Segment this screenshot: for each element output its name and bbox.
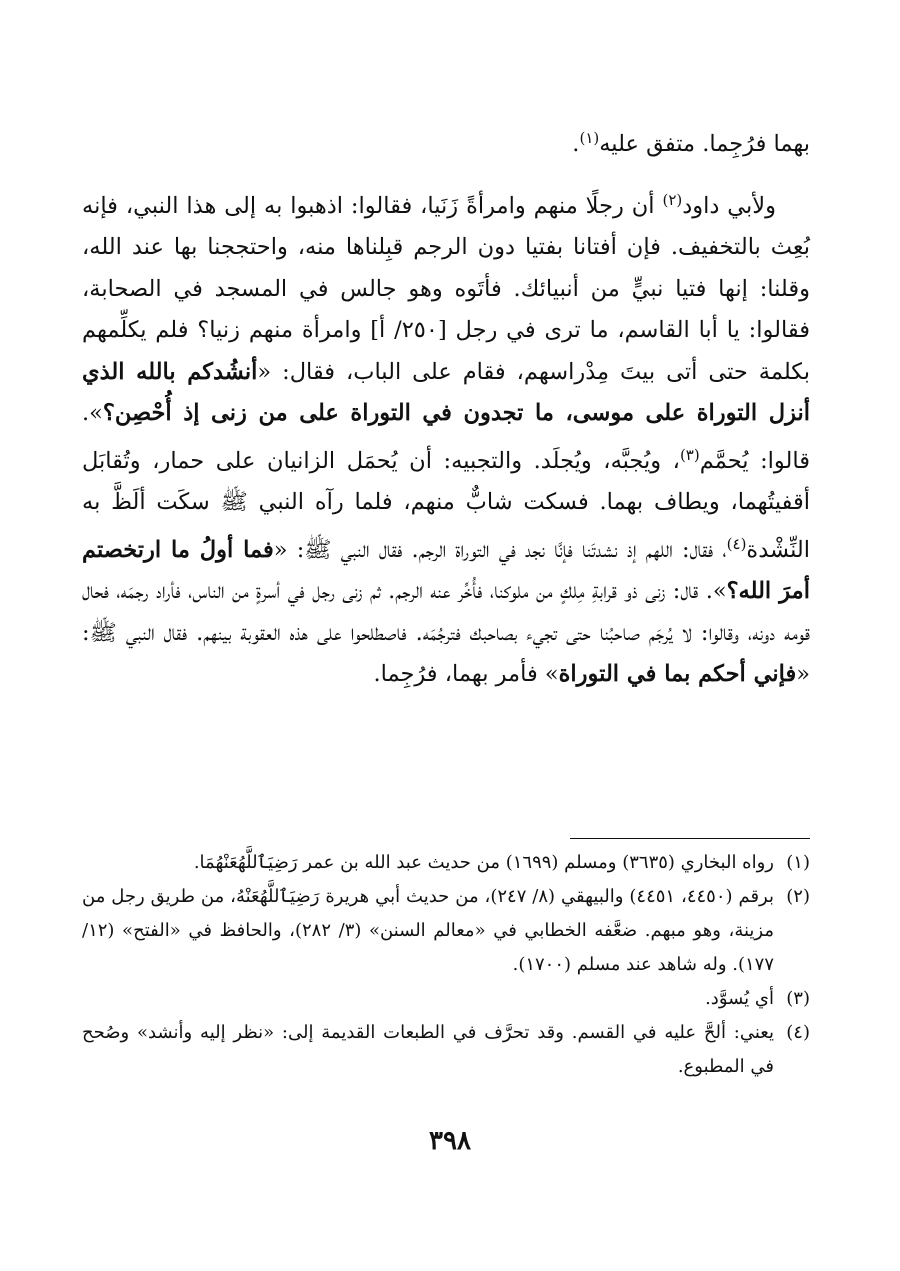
- footnote-number: (٣): [786, 988, 810, 1009]
- footnote-text: أي يُسوَّد.: [705, 988, 774, 1009]
- paragraph-2-part-b: أن رجلًا منهم وامرأةً زَنَيا، فقالوا: اذهبوا به إلى هذا النبي، فإنه بُعِث بالتخفيف. فإن أفتانا بفتيا دون الرجم قبِلناها منه، واحتججنا بها عند الله، وقلنا: إنها فتيا نبيٍّ من أنبيائك. فأتَوه وهو جالس في المسجد في الصحابة، فقالوا: يا أبا القاسم، ما ترى في رجل [٢٥٠/ أ] وامرأة منهم زنيا؟ فلم يكلِّمهم بكلمة حتى أتى بيتَ مِدْراسهم، فقام على الباب، فقال: «: [82, 192, 810, 385]
- paragraph-2-part-d: ، ويُجبَّه، ويُجلَد. والتجبيه: أن يُحمَل الزانيان على حمار، وتُقابَل أقفيتُهما، ويطاف بهما. فسكت شابٌّ منهم، فلما رآه النبي ﷺ سكَت ألَظَّ به النِّشْدة: [82, 447, 810, 563]
- paragraph-2-part-g: » فأمر بهما، فرُجِما.: [373, 661, 559, 687]
- footnote-number: (٤): [786, 1022, 810, 1043]
- footnote-text: برقم (٤٤٥٠، ٤٤٥١) والبيهقي (٨/ ٢٤٧)، من حديث أبي هريرة رَضِيَٱللَّهُعَنْهُ، من طريق رجل من مزينة، وهو مبهم. ضعَّفه الخطابي في «معالم السنن» (٣/ ٢٨٢)، والحافظ في «الفتح» (١٢/ ١٧٧). وله شاهد عند مسلم (١٧٠٠).: [82, 886, 774, 975]
- paragraph-2-part-c: ». قالوا: يُحمَّم: [82, 400, 811, 474]
- paragraph-2-part-f: ». قال: زنى ذو قرابةِ مِلكٍ من ملوكنا، فأُخِّر عنه الرجم. ثم زنى رجل في أسرةٍ من الناس، فأراد رجمَه، فحال قومه دونه، وقالوا: لا يُرجَم صاحبُنا حتى تجيء بصاحبك فترجُمَه. فاصطلحوا على هذه العقوبة بينهم. فقال النبي ﷺ: «: [82, 578, 810, 687]
- footnote-text: رواه البخاري (٣٦٣٥) ومسلم (١٦٩٩) من حديث عبد الله بن عمر رَضِيَٱللَّهُعَنْهُمَا.: [193, 852, 774, 873]
- paragraph-2-part-a: ولأبي داود: [682, 192, 777, 219]
- footnote-4: [82, 1016, 810, 1084]
- footnote-divider: [570, 838, 810, 839]
- paragraph-2: [82, 180, 810, 696]
- footnote-number: (٢): [786, 886, 810, 907]
- hadith-quote-2: فما أولُ ما ارتخصتم أمرَ الله؟: [82, 536, 810, 604]
- footnote-ref-4: (٤): [726, 534, 747, 553]
- main-text: [82, 118, 810, 696]
- footnote-ref-1: (١): [579, 129, 600, 147]
- paragraph-2-part-e: ، فقال: اللهم إذ نشدتَنا فإنَّا نجد في التوراة الرجم. فقال النبي ﷺ: «: [273, 536, 727, 563]
- footnote-ref-3: (٣): [679, 445, 700, 464]
- footnote-1: [82, 846, 810, 880]
- hadith-quote-1: أنشُدكم بالله الذي أنزل التوراة على موسى، ما تجدون في التوراة على من زنى إذ أُحْصِن؟: [82, 358, 810, 426]
- hadith-quote-3: فإني أحكم بما في التوراة: [558, 661, 797, 687]
- paragraph-1: بهما فرُجِما. متفق عليه$^{(١)}$.: [572, 129, 810, 157]
- page-number: ٣٩٨: [429, 1126, 471, 1156]
- footnotes: [82, 846, 810, 1084]
- footnote-number: (١): [786, 852, 810, 873]
- footnote-text: يعني: ألحَّ عليه في القسم. وقد تحرَّف في الطبعات القديمة إلى: «نظر إليه وأنشد» وصُحح في المطبوع.: [82, 1022, 774, 1077]
- footnote-3: [82, 982, 810, 1016]
- footnote-ref-2: (٢): [662, 190, 683, 209]
- paragraph-1-text: بهما فرُجِما. متفق عليه: [599, 131, 810, 157]
- footnote-2: [82, 880, 810, 982]
